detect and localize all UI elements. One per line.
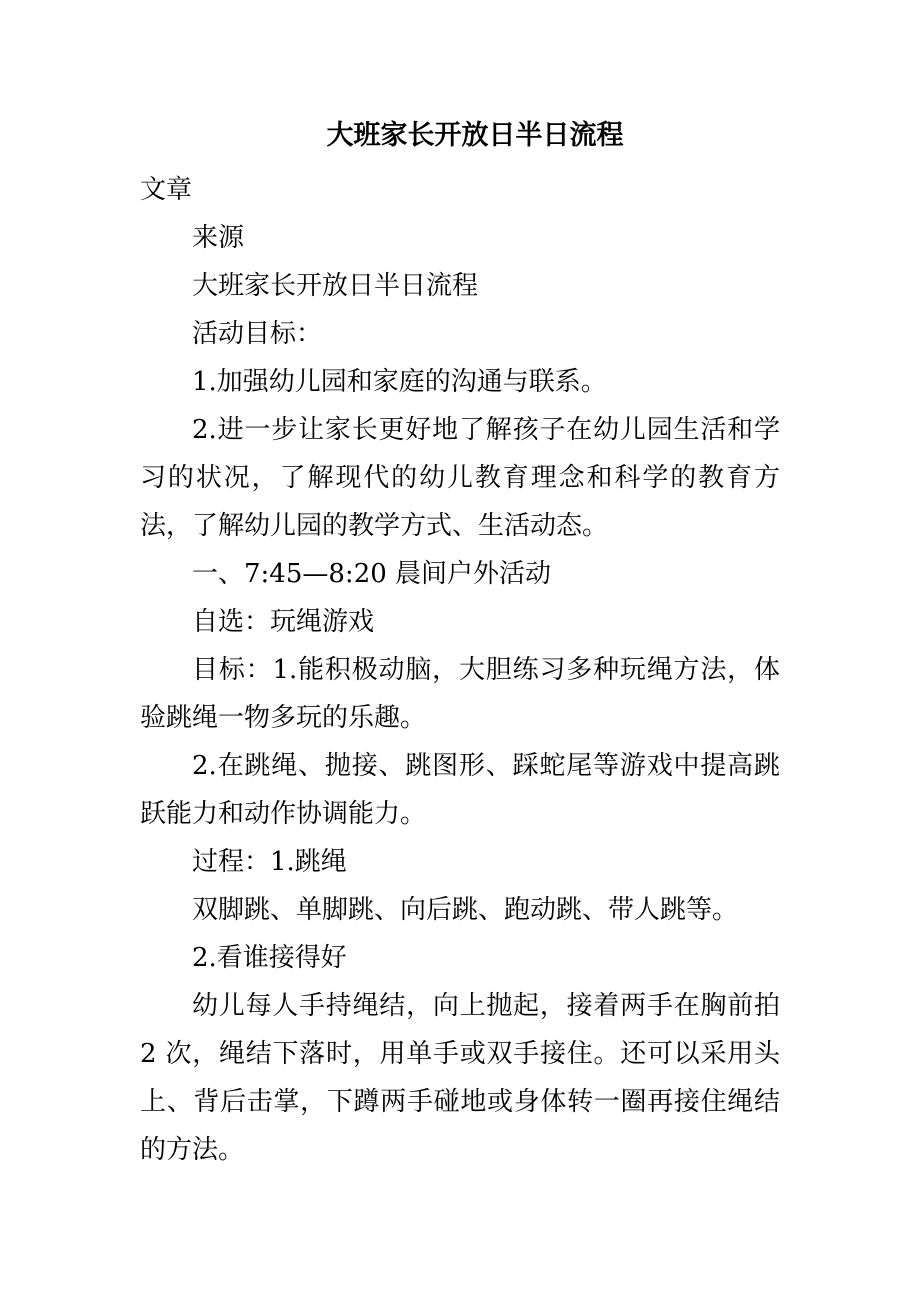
paragraph-goal-2: 2.进一步让家长更好地了解孩子在幼儿园生活和学习的状况，了解现代的幼儿教育理念和科学的教育方法，了解幼儿园的教学方式、生活动态。 (140, 415, 780, 541)
document-title: 大班家长开放日半日流程 (326, 120, 624, 151)
paragraph-target-1: 目标：1.能积极动脑，大胆练习多种玩绳方法，体验跳绳一物多玩的乐趣。 (140, 655, 780, 733)
paragraph-catch-method: 幼儿每人手持绳结，向上抛起，接着两手在胸前拍 2 次，绳结下落时，用单手或双手接住。还可以采用头上、背后击掌，下蹲两手碰地或身体转一圈再接住绳结的方法。 (140, 991, 780, 1165)
paragraph-process-2: 2.看谁接得好 (192, 943, 347, 973)
paragraph-jump-types: 双脚跳、单脚跳、向后跳、跑动跳、带人跳等。 (192, 895, 739, 925)
paragraph-section-1: 一、7:45—8:20 晨间户外活动 (192, 559, 552, 589)
paragraph-process-1: 过程：1.跳绳 (192, 847, 347, 877)
paragraph-goal-1: 1.加强幼儿园和家庭的沟通与联系。 (192, 367, 607, 397)
paragraph-article: 文章 (140, 175, 193, 205)
paragraph-target-2: 2.在跳绳、抛接、跳图形、踩蛇尾等游戏中提高跳跃能力和动作协调能力。 (140, 751, 780, 829)
paragraph-subtitle: 大班家长开放日半日流程 (192, 271, 479, 301)
paragraph-free-choice: 自选：玩绳游戏 (192, 607, 375, 637)
paragraph-source: 来源 (192, 223, 245, 253)
paragraph-goals-heading: 活动目标： (192, 319, 323, 349)
